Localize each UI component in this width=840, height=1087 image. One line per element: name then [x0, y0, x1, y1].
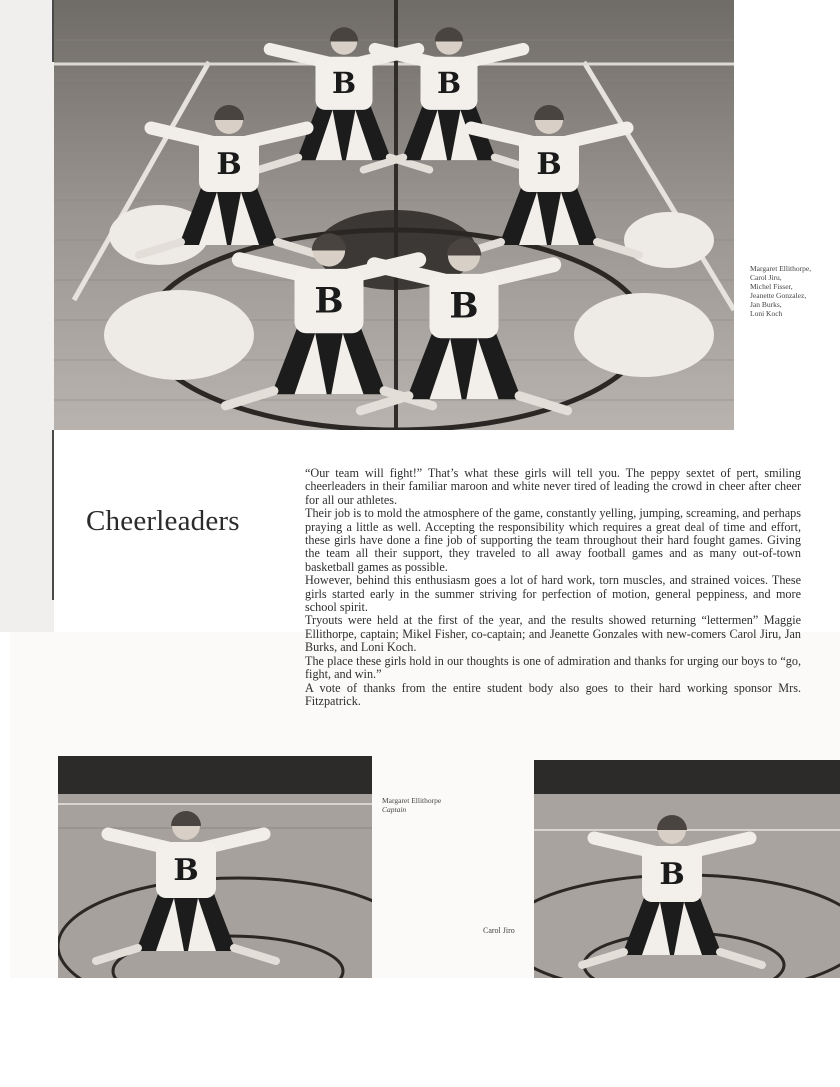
page-edge-mark: [52, 430, 54, 600]
captain-portrait-image: [58, 756, 372, 978]
sweater-letter: B: [331, 65, 357, 100]
article-paragraph: The place these girls hold in our thoughts is one of admiration and thanks for urging our boys to “go, fight, and win.”: [305, 653, 801, 682]
captain-caption: [382, 796, 441, 814]
sweater-letter: B: [436, 65, 462, 100]
caption-line: Michel Fisser,: [750, 282, 793, 291]
group-photo-caption: [750, 264, 811, 318]
caption-line: Loni Koch: [750, 309, 783, 318]
article-body: [305, 467, 801, 708]
page-left-strip: [0, 0, 54, 632]
caption-line: Margaret Ellithorpe,: [750, 264, 812, 273]
sweater-letter: B: [449, 286, 479, 327]
sweater-letter: B: [216, 147, 242, 182]
captain-role: Captain: [382, 805, 407, 814]
carol-portrait-photo: [534, 760, 840, 978]
captain-name: Margaret Ellithorpe: [382, 796, 442, 805]
carol-caption: [483, 926, 515, 935]
caption-line: Jan Burks,: [750, 300, 782, 309]
caption-line: Carol Jiru,: [750, 273, 782, 282]
group-photo: [54, 0, 734, 430]
sweater-letter: B: [536, 147, 562, 182]
captain-portrait-photo: [58, 756, 372, 978]
article-paragraph: “Our team will fight!” That’s what these girls will tell you. The peppy sextet of pert, smiling cheerleaders in their familiar maroon and white never tired of leading the crowd in cheer after cheer for all our athletes.: [305, 466, 801, 507]
article-paragraph: Tryouts were held at the first of the year, and the results showed returning “lettermen” Maggie Ellithorpe, captain; Mikel Fisher, co-captain; and Jeanette Gonzales with new-comers Carol Jiru, Jan Burks, and Loni Koch.: [305, 613, 801, 655]
article-paragraph: A vote of thanks from the entire student body also goes to their hard working sponsor Mrs. Fitzpatrick.: [305, 680, 801, 708]
article-paragraph: Their job is to mold the atmosphere of the game, constantly yelling, jumping, screaming, and perhaps praying a little as well. Accepting the responsibility which requires a great deal of time and effort, these girls have done a fine job of supporting the team throughout their hard fought games. Giving the team all their support, they traveled to all away football games and as many out-of-town basketball games as possible.: [305, 506, 801, 574]
carol-name: Carol Jiro: [483, 926, 515, 935]
sweater-letter: B: [314, 281, 344, 322]
page-title: Cheerleaders: [86, 505, 240, 537]
carol-portrait-image: [534, 760, 840, 978]
sweater-letter: B: [659, 857, 685, 892]
article-paragraph: However, behind this enthusiasm goes a lot of hard work, torn muscles, and strained voices. These girls started early in the summer striving for perfection of motion, general peppiness, and more school spirit.: [305, 573, 801, 615]
group-photo-image: [54, 0, 734, 430]
sweater-letter: B: [173, 853, 199, 888]
caption-line: Jeanette Gonzalez,: [750, 291, 807, 300]
